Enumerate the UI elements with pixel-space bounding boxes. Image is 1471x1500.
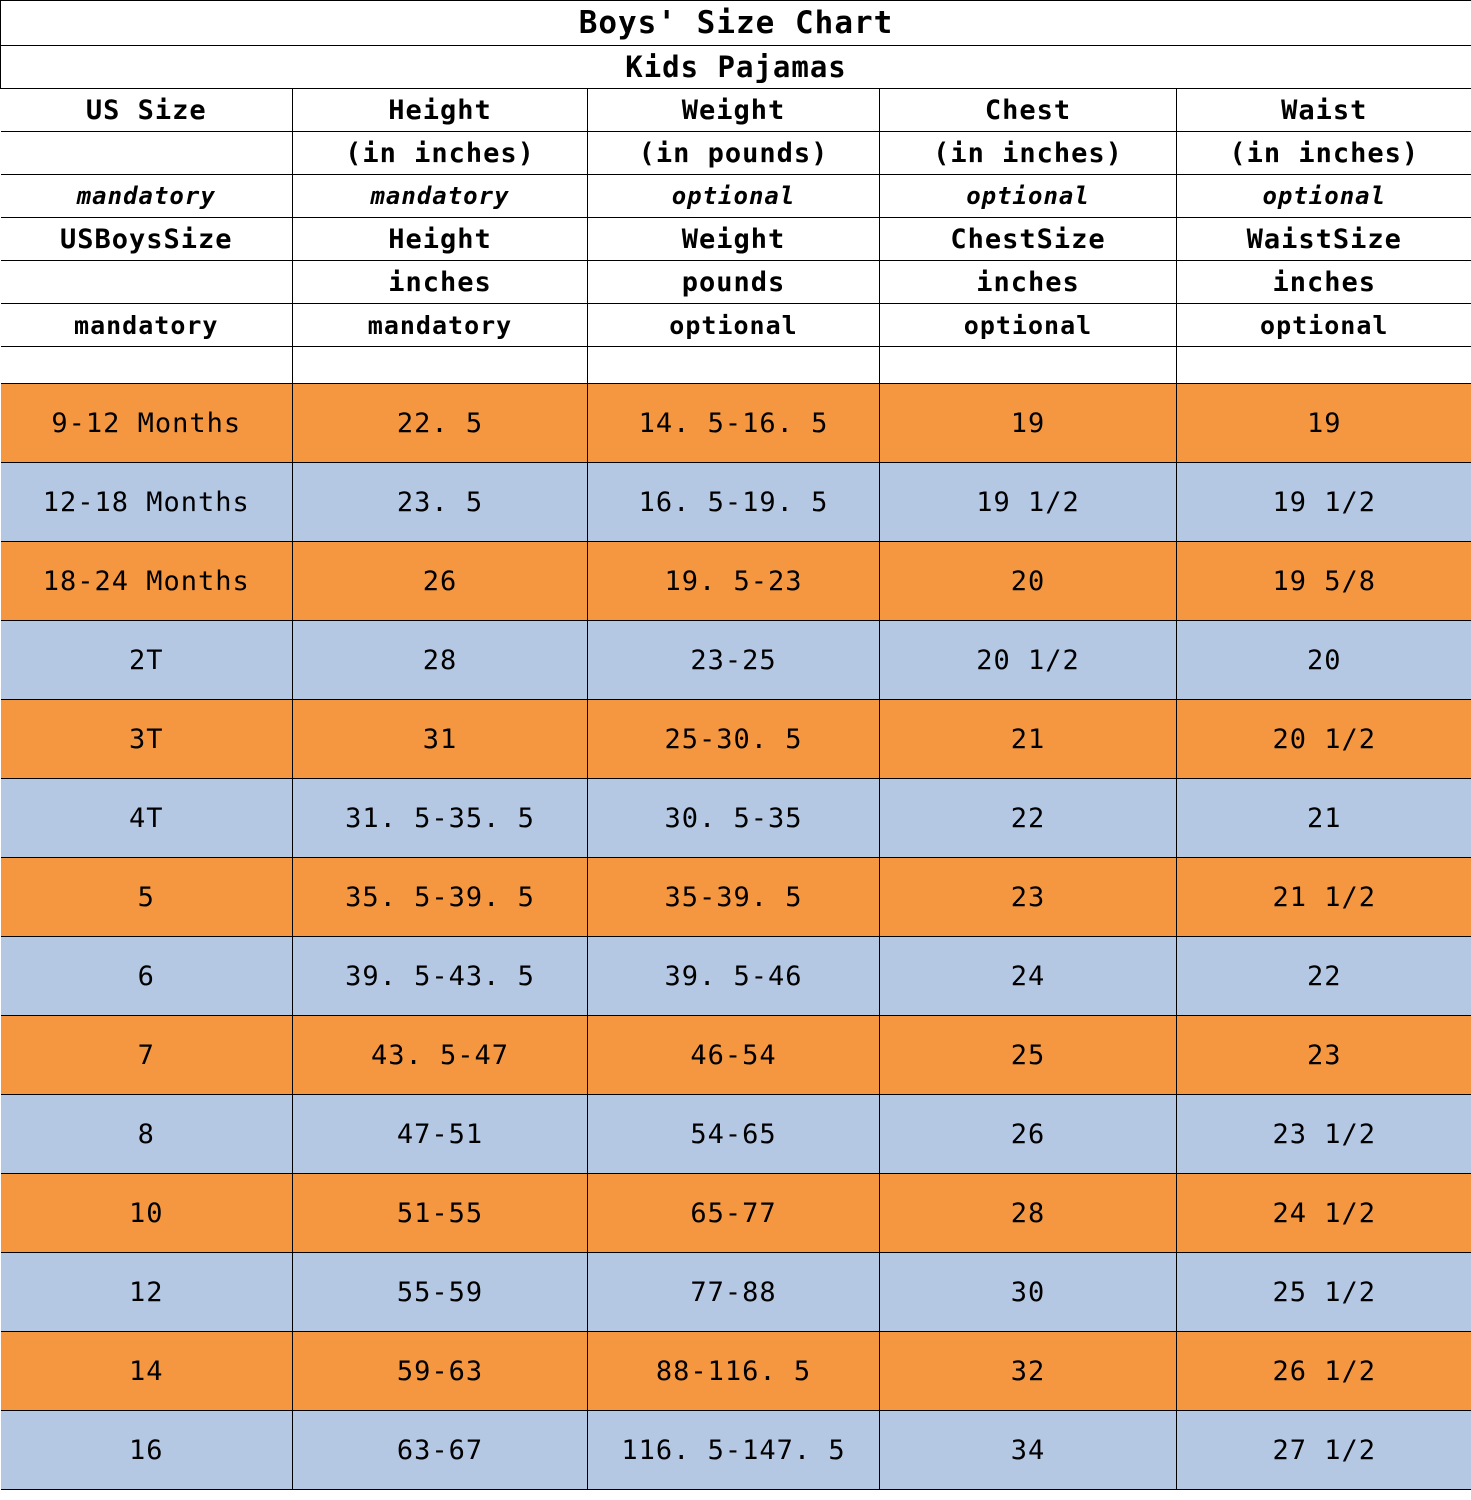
cell-chest: 32 [880,1332,1177,1411]
size-chart-body [1,1,1471,1490]
cell-chest: 19 1/2 [880,463,1177,542]
cell-us-size: 5 [1,858,293,937]
header-name-weight: Weight [588,89,880,132]
cell-chest: 24 [880,937,1177,1016]
cell-height: 47-51 [293,1095,588,1174]
cell-chest: 21 [880,700,1177,779]
cell-waist: 22 [1177,937,1471,1016]
header-name-height: Height [293,89,588,132]
cell-weight: 35-39. 5 [588,858,880,937]
spacer-cell [880,347,1177,384]
header-required-us-size: mandatory [1,304,293,347]
table-row [1,1016,1471,1095]
spacer-row [1,347,1471,384]
cell-waist: 27 1/2 [1177,1411,1471,1490]
header-required-row [1,304,1471,347]
cell-weight: 19. 5-23 [588,542,880,621]
spacer-cell [1177,347,1471,384]
table-row [1,542,1471,621]
cell-waist: 19 [1177,384,1471,463]
cell-height: 59-63 [293,1332,588,1411]
cell-waist: 24 1/2 [1177,1174,1471,1253]
header-keyunit-waist: inches [1177,261,1471,304]
table-row [1,1174,1471,1253]
header-italic-weight: optional [588,175,880,218]
header-unit-chest: (in inches) [880,132,1177,175]
table-row [1,1411,1471,1490]
header-key-weight: Weight [588,218,880,261]
cell-us-size: 2T [1,621,293,700]
table-row [1,779,1471,858]
header-unit-weight: (in pounds) [588,132,880,175]
cell-waist: 23 [1177,1016,1471,1095]
cell-waist: 25 1/2 [1177,1253,1471,1332]
cell-weight: 30. 5-35 [588,779,880,858]
cell-us-size: 12 [1,1253,293,1332]
cell-height: 39. 5-43. 5 [293,937,588,1016]
header-names-row [1,89,1471,132]
cell-us-size: 9-12 Months [1,384,293,463]
cell-height: 31 [293,700,588,779]
cell-weight: 23-25 [588,621,880,700]
cell-chest: 26 [880,1095,1177,1174]
header-key-chest: ChestSize [880,218,1177,261]
spacer-cell [588,347,880,384]
cell-height: 26 [293,542,588,621]
table-row [1,621,1471,700]
cell-waist: 26 1/2 [1177,1332,1471,1411]
header-italic-us-size: mandatory [1,175,293,218]
cell-chest: 19 [880,384,1177,463]
header-name-waist: Waist [1177,89,1471,132]
cell-height: 22. 5 [293,384,588,463]
table-row [1,937,1471,1016]
cell-height: 63-67 [293,1411,588,1490]
header-keyunits-row [1,261,1471,304]
cell-weight: 14. 5-16. 5 [588,384,880,463]
header-keys-row [1,218,1471,261]
cell-chest: 20 [880,542,1177,621]
header-required-weight: optional [588,304,880,347]
table-row [1,1253,1471,1332]
cell-weight: 46-54 [588,1016,880,1095]
cell-weight: 54-65 [588,1095,880,1174]
header-required-height: mandatory [293,304,588,347]
cell-us-size: 7 [1,1016,293,1095]
cell-us-size: 10 [1,1174,293,1253]
header-keyunit-weight: pounds [588,261,880,304]
cell-us-size: 16 [1,1411,293,1490]
table-row [1,463,1471,542]
spacer-cell [293,347,588,384]
cell-weight: 65-77 [588,1174,880,1253]
header-required-waist: optional [1177,304,1471,347]
cell-chest: 30 [880,1253,1177,1332]
cell-height: 31. 5-35. 5 [293,779,588,858]
cell-chest: 22 [880,779,1177,858]
table-row [1,858,1471,937]
header-keyunit-height: inches [293,261,588,304]
subtitle-row [1,46,1471,89]
document-title: Boys' Size Chart [1,1,1471,46]
cell-chest: 28 [880,1174,1177,1253]
cell-weight: 77-88 [588,1253,880,1332]
cell-weight: 39. 5-46 [588,937,880,1016]
cell-us-size: 4T [1,779,293,858]
cell-height: 51-55 [293,1174,588,1253]
cell-waist: 23 1/2 [1177,1095,1471,1174]
cell-waist: 21 1/2 [1177,858,1471,937]
cell-chest: 20 1/2 [880,621,1177,700]
table-row [1,1095,1471,1174]
document-subtitle: Kids Pajamas [1,46,1471,89]
header-keyunit-chest: inches [880,261,1177,304]
cell-us-size: 12-18 Months [1,463,293,542]
table-row [1,700,1471,779]
cell-us-size: 18-24 Months [1,542,293,621]
cell-waist: 19 5/8 [1177,542,1471,621]
header-name-chest: Chest [880,89,1177,132]
cell-us-size: 6 [1,937,293,1016]
cell-height: 23. 5 [293,463,588,542]
header-name-us-size: US Size [1,89,293,132]
cell-height: 43. 5-47 [293,1016,588,1095]
cell-waist: 20 [1177,621,1471,700]
cell-weight: 116. 5-147. 5 [588,1411,880,1490]
cell-chest: 25 [880,1016,1177,1095]
cell-weight: 25-30. 5 [588,700,880,779]
header-unit-us-size [1,132,293,175]
header-italic-chest: optional [880,175,1177,218]
cell-us-size: 3T [1,700,293,779]
table-row [1,1332,1471,1411]
cell-weight: 88-116. 5 [588,1332,880,1411]
cell-waist: 19 1/2 [1177,463,1471,542]
title-row [1,1,1471,46]
header-unit-waist: (in inches) [1177,132,1471,175]
cell-weight: 16. 5-19. 5 [588,463,880,542]
spacer-cell [1,347,293,384]
header-unit-height: (in inches) [293,132,588,175]
cell-waist: 21 [1177,779,1471,858]
header-required-chest: optional [880,304,1177,347]
cell-chest: 34 [880,1411,1177,1490]
table-row [1,384,1471,463]
cell-height: 35. 5-39. 5 [293,858,588,937]
cell-waist: 20 1/2 [1177,700,1471,779]
cell-us-size: 8 [1,1095,293,1174]
header-key-us-size: USBoysSize [1,218,293,261]
cell-us-size: 14 [1,1332,293,1411]
header-key-height: Height [293,218,588,261]
cell-chest: 23 [880,858,1177,937]
header-units-row [1,132,1471,175]
header-keyunit-us-size [1,261,293,304]
header-italic-waist: optional [1177,175,1471,218]
header-italic-height: mandatory [293,175,588,218]
cell-height: 55-59 [293,1253,588,1332]
header-key-waist: WaistSize [1177,218,1471,261]
cell-height: 28 [293,621,588,700]
header-italic-row [1,175,1471,218]
